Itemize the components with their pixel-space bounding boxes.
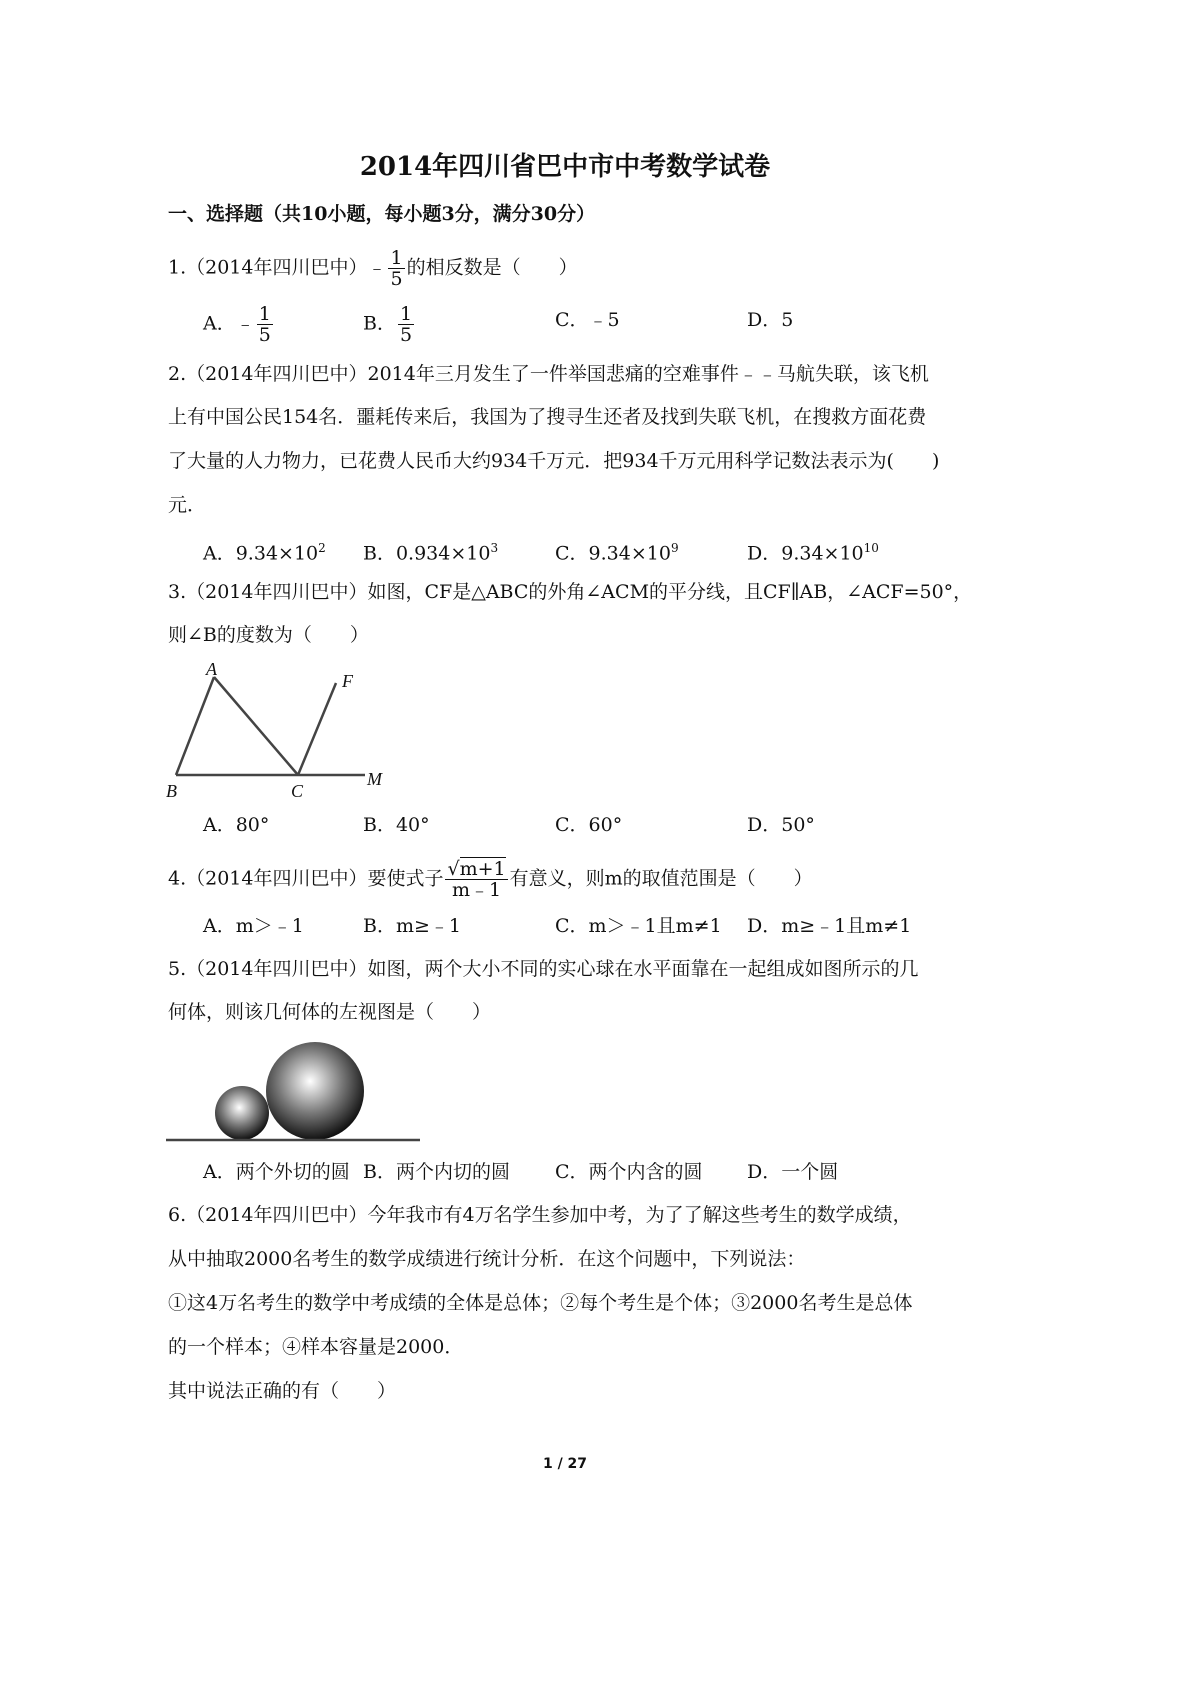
- large-sphere: [266, 1042, 364, 1140]
- q4-suffix: 有意义，则m的取值范围是（ ）: [509, 867, 813, 890]
- spheres-figure: [166, 1036, 422, 1144]
- numerator: √m+1: [447, 858, 506, 880]
- q5-option-c: C．两个内含的圆: [555, 1161, 703, 1183]
- fraction: [388, 248, 404, 289]
- q6-line: 从中抽取2000名考生的数学成绩进行统计分析．在这个问题中，下列说法：: [168, 1248, 806, 1270]
- label-c: C: [291, 781, 304, 801]
- q1-option-c: C．﹣5: [555, 309, 620, 331]
- q3-option-d: D．50°: [747, 814, 815, 836]
- q3-line: 3.（2014年四川巴中）如图，CF是△ABC的外角∠ACM的平分线，且CF∥AB，∠ACF=50°，: [168, 581, 973, 603]
- option-label: B．: [363, 312, 396, 335]
- exponent: 9: [670, 541, 679, 555]
- triangle-figure: [160, 655, 400, 805]
- label-a: A: [206, 659, 217, 679]
- q2-option-c: [555, 536, 679, 565]
- numerator: 1: [258, 303, 271, 325]
- q2-option-b: [363, 536, 498, 565]
- page-number: 1 / 27: [542, 1456, 588, 1472]
- label-b: B: [166, 781, 177, 801]
- q4-prefix: 4.（2014年四川巴中）要使式子: [168, 867, 444, 890]
- q3-line: 则∠B的度数为（ ）: [168, 624, 369, 646]
- option-label: A．9.34×10: [203, 542, 319, 565]
- q4-option-d: D．m≥﹣1且m≠1: [747, 915, 912, 937]
- q3-option-c: C．60°: [555, 814, 623, 836]
- q5-line: 5.（2014年四川巴中）如图，两个大小不同的实心球在水平面靠在一起组成如图所示的几: [168, 958, 919, 980]
- q4-option-b: B．m≥﹣1: [363, 915, 461, 937]
- radicand: m+1: [459, 858, 506, 880]
- q2-line: 了大量的人力物力，已花费人民币大约934千万元．把934千万元用科学记数法表示为( ): [168, 450, 940, 472]
- option-label: D．9.34×10: [747, 542, 864, 565]
- q1-option-b: [363, 304, 416, 345]
- option-label: B．0.934×10: [363, 542, 491, 565]
- exponent: 3: [490, 541, 499, 555]
- section-heading: 一、选择题（共10小题，每小题3分，满分30分）: [168, 203, 596, 225]
- q4-option-c: C．m＞﹣1且m≠1: [555, 915, 722, 937]
- small-sphere: [215, 1086, 269, 1140]
- label-m: M: [367, 769, 382, 789]
- numerator: 1: [390, 247, 403, 269]
- q2-option-d: [747, 536, 879, 565]
- q5-option-d: D．一个圆: [747, 1161, 839, 1183]
- denominator: 5: [390, 268, 403, 290]
- q6-line: 其中说法正确的有（ ）: [168, 1380, 397, 1402]
- label-f: F: [342, 671, 353, 691]
- q3-option-b: B．40°: [363, 814, 430, 836]
- q2-option-a: [203, 536, 326, 565]
- fraction: [445, 859, 507, 900]
- q2-line: 上有中国公民154名．噩耗传来后，我国为了搜寻生还者及找到失联飞机，在搜救方面花费: [168, 406, 927, 428]
- q1-prefix: 1.（2014年四川巴中）﹣: [168, 256, 387, 279]
- q2-line: 2.（2014年四川巴中）2014年三月发生了一件举国悲痛的空难事件﹣﹣马航失联，该飞机: [168, 363, 929, 385]
- q5-option-b: B．两个内切的圆: [363, 1161, 510, 1183]
- fraction: [257, 304, 273, 345]
- q1-option-d: D．5: [747, 309, 794, 331]
- exponent: 2: [318, 541, 326, 555]
- denominator: m﹣1: [452, 879, 502, 901]
- q6-line: 的一个样本；④样本容量是2000．: [168, 1336, 464, 1358]
- denominator: 5: [258, 324, 271, 346]
- option-label: A．﹣: [203, 312, 255, 335]
- q2-line: 元．: [168, 494, 207, 516]
- q3-option-a: A．80°: [203, 814, 270, 836]
- q6-line: 6.（2014年四川巴中）今年我市有4万名学生参加中考，为了了解这些考生的数学成绩，: [168, 1204, 912, 1226]
- q5-line: 何体，则该几何体的左视图是（ ）: [168, 1001, 492, 1023]
- question-4: [168, 859, 813, 900]
- q6-line: ①这4万名考生的数学中考成绩的全体是总体；②每个考生是个体；③2000名考生是总体: [168, 1292, 913, 1314]
- page-title: 2014年四川省巴中市中考数学试卷: [359, 152, 771, 182]
- fraction: [398, 304, 414, 345]
- q1-suffix: 的相反数是（ ）: [406, 256, 578, 279]
- q5-option-a: A．两个外切的圆: [203, 1161, 350, 1183]
- question-1: [168, 248, 578, 289]
- exponent: 10: [863, 541, 879, 555]
- denominator: 5: [399, 324, 413, 346]
- q4-option-a: A．m＞﹣1: [203, 915, 304, 937]
- q1-option-a: [203, 304, 275, 345]
- option-label: C．9.34×10: [555, 542, 671, 565]
- numerator: 1: [399, 303, 413, 325]
